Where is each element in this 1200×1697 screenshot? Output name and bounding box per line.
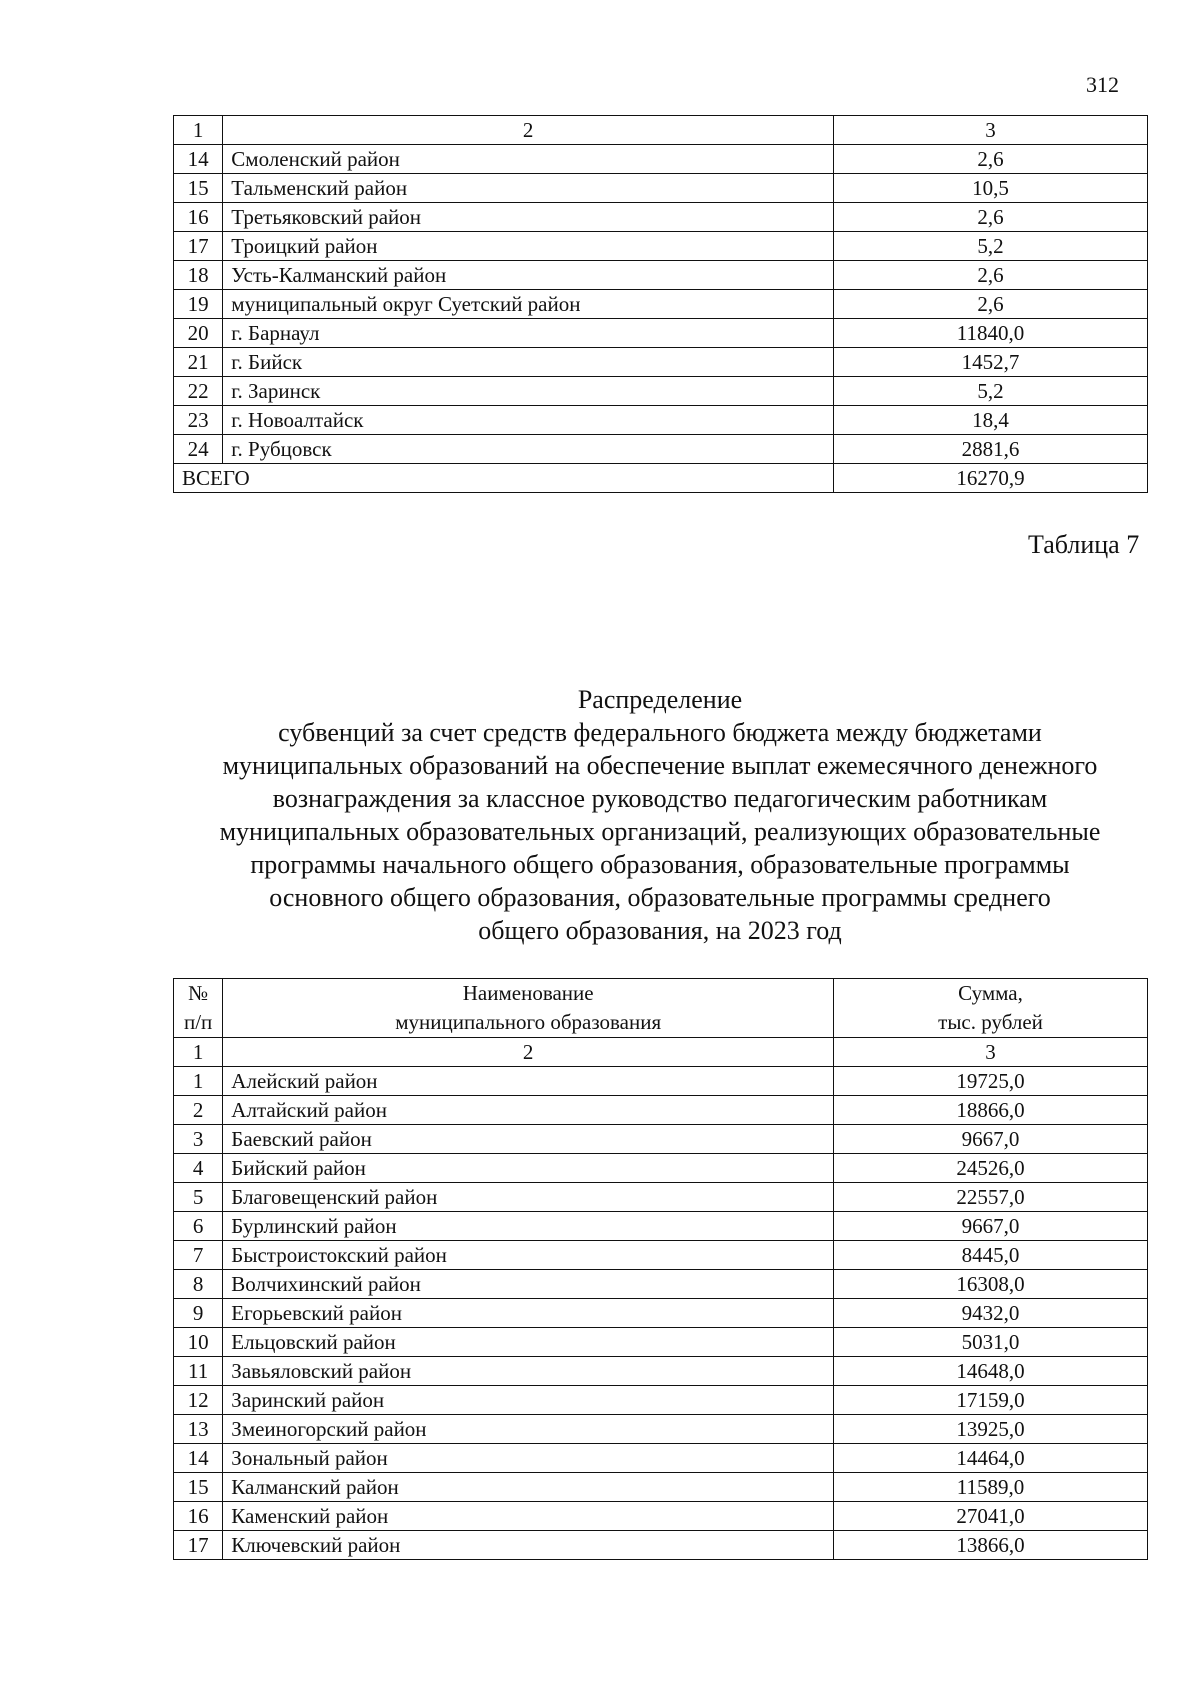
row-number: 23	[174, 406, 223, 435]
row-sum: 22557,0	[834, 1183, 1148, 1212]
table-row	[174, 290, 1148, 319]
row-sum: 1452,7	[834, 348, 1148, 377]
row-number: 16	[174, 203, 223, 232]
row-number: 2	[174, 1096, 223, 1125]
row-name: Змеиногорский район	[223, 1415, 834, 1444]
table-row	[174, 1183, 1148, 1212]
header-number-line2: п/п	[183, 1010, 213, 1034]
col-index-3: 3	[834, 1038, 1148, 1067]
row-name: Троицкий район	[223, 232, 834, 261]
header-sum-line2: тыс. рублей	[938, 1010, 1043, 1034]
table-row	[174, 319, 1148, 348]
row-sum: 14648,0	[834, 1357, 1148, 1386]
row-number: 20	[174, 319, 223, 348]
table-index-row	[174, 116, 1148, 145]
row-name: Третьяковский район	[223, 203, 834, 232]
title-line: общего образования, на 2023 год	[478, 916, 842, 945]
row-name: Зональный район	[223, 1444, 834, 1473]
row-name: Баевский район	[223, 1125, 834, 1154]
header-number-line1: №	[188, 981, 209, 1005]
table-row	[174, 1241, 1148, 1270]
title-line: муниципальных образований на обеспечение выплат ежемесячного денежного	[222, 751, 1098, 780]
row-name: Благовещенский район	[223, 1183, 834, 1212]
continuation-table	[173, 115, 1148, 493]
row-name: Смоленский район	[223, 145, 834, 174]
row-name: Калманский район	[223, 1473, 834, 1502]
header-sum-line1: Сумма,	[958, 981, 1023, 1005]
row-name: муниципальный округ Суетский район	[223, 290, 834, 319]
row-number: 11	[174, 1357, 223, 1386]
table-row	[174, 1299, 1148, 1328]
header-name	[223, 979, 834, 1038]
row-sum: 8445,0	[834, 1241, 1148, 1270]
title-line: субвенций за счет средств федерального бюджета между бюджетами	[278, 718, 1042, 747]
row-sum: 27041,0	[834, 1502, 1148, 1531]
row-number: 22	[174, 377, 223, 406]
header-name-line1: Наименование	[462, 981, 594, 1005]
row-sum: 2,6	[834, 261, 1148, 290]
col-index-2: 2	[223, 1038, 834, 1067]
row-name: г. Рубцовск	[223, 435, 834, 464]
row-number: 6	[174, 1212, 223, 1241]
title-line: основного общего образования, образовательные программы среднего	[269, 883, 1051, 912]
row-sum: 2,6	[834, 290, 1148, 319]
row-sum: 2,6	[834, 145, 1148, 174]
continuation-table-body	[174, 145, 1148, 464]
col-index-1: 1	[174, 1038, 223, 1067]
row-name: Тальменский район	[223, 174, 834, 203]
table-row	[174, 1502, 1148, 1531]
row-sum: 13925,0	[834, 1415, 1148, 1444]
row-name: Ключевский район	[223, 1531, 834, 1560]
table-row	[174, 1386, 1148, 1415]
row-name: Усть-Калманский район	[223, 261, 834, 290]
table-row	[174, 1473, 1148, 1502]
row-name: Егорьевский район	[223, 1299, 834, 1328]
row-sum: 18866,0	[834, 1096, 1148, 1125]
table-row	[174, 1531, 1148, 1560]
row-name: Завьяловский район	[223, 1357, 834, 1386]
table-index-row	[174, 1038, 1148, 1067]
table-row	[174, 406, 1148, 435]
row-number: 5	[174, 1183, 223, 1212]
table-row	[174, 1125, 1148, 1154]
row-number: 9	[174, 1299, 223, 1328]
table-row	[174, 203, 1148, 232]
row-sum: 9667,0	[834, 1212, 1148, 1241]
row-sum: 17159,0	[834, 1386, 1148, 1415]
col-index-3: 3	[834, 116, 1148, 145]
row-number: 16	[174, 1502, 223, 1531]
row-sum: 10,5	[834, 174, 1148, 203]
row-sum: 13866,0	[834, 1531, 1148, 1560]
row-sum: 11589,0	[834, 1473, 1148, 1502]
row-name: Ельцовский район	[223, 1328, 834, 1357]
table-row	[174, 1415, 1148, 1444]
col-index-1: 1	[174, 116, 223, 145]
table-row	[174, 1154, 1148, 1183]
row-number: 8	[174, 1270, 223, 1299]
row-number: 1	[174, 1067, 223, 1096]
table-row	[174, 1067, 1148, 1096]
table-row	[174, 435, 1148, 464]
row-number: 19	[174, 290, 223, 319]
row-name: Заринский район	[223, 1386, 834, 1415]
table-row	[174, 232, 1148, 261]
total-label: ВСЕГО	[174, 464, 834, 493]
row-sum: 9432,0	[834, 1299, 1148, 1328]
table-row	[174, 377, 1148, 406]
row-number: 14	[174, 1444, 223, 1473]
row-name: Быстроистокский район	[223, 1241, 834, 1270]
table-row	[174, 174, 1148, 203]
row-name: Бийский район	[223, 1154, 834, 1183]
row-name: г. Бийск	[223, 348, 834, 377]
row-number: 14	[174, 145, 223, 174]
col-index-2: 2	[223, 116, 834, 145]
table-row	[174, 1212, 1148, 1241]
table-row	[174, 1444, 1148, 1473]
table-label: Таблица 7	[1028, 530, 1140, 559]
row-sum: 11840,0	[834, 319, 1148, 348]
row-number: 15	[174, 1473, 223, 1502]
row-number: 4	[174, 1154, 223, 1183]
row-number: 17	[174, 232, 223, 261]
row-sum: 24526,0	[834, 1154, 1148, 1183]
row-number: 3	[174, 1125, 223, 1154]
table-header-row	[174, 979, 1148, 1038]
row-number: 17	[174, 1531, 223, 1560]
distribution-table-body	[174, 1067, 1148, 1560]
title-line: вознаграждения за классное руководство педагогическим работникам	[272, 784, 1048, 813]
row-name: г. Заринск	[223, 377, 834, 406]
table-row	[174, 261, 1148, 290]
distribution-table	[173, 978, 1148, 1560]
row-sum: 14464,0	[834, 1444, 1148, 1473]
total-row	[174, 464, 1148, 493]
row-number: 18	[174, 261, 223, 290]
table-row	[174, 145, 1148, 174]
row-name: Волчихинский район	[223, 1270, 834, 1299]
row-sum: 2881,6	[834, 435, 1148, 464]
total-value: 16270,9	[834, 464, 1148, 493]
table-row	[174, 1270, 1148, 1299]
row-number: 12	[174, 1386, 223, 1415]
title-line: Распределение	[577, 685, 743, 714]
row-sum: 5031,0	[834, 1328, 1148, 1357]
page-number: 312	[1086, 72, 1119, 97]
row-sum: 18,4	[834, 406, 1148, 435]
document-title	[160, 683, 1160, 947]
row-number: 24	[174, 435, 223, 464]
table-row	[174, 1357, 1148, 1386]
row-number: 21	[174, 348, 223, 377]
header-name-line2: муниципального образования	[395, 1010, 662, 1034]
row-name: Бурлинский район	[223, 1212, 834, 1241]
row-sum: 5,2	[834, 232, 1148, 261]
table-row	[174, 348, 1148, 377]
row-number: 10	[174, 1328, 223, 1357]
row-sum: 5,2	[834, 377, 1148, 406]
row-name: Алтайский район	[223, 1096, 834, 1125]
row-name: Алейский район	[223, 1067, 834, 1096]
row-name: Каменский район	[223, 1502, 834, 1531]
table-row	[174, 1096, 1148, 1125]
row-number: 15	[174, 174, 223, 203]
row-sum: 9667,0	[834, 1125, 1148, 1154]
table-row	[174, 1328, 1148, 1357]
row-sum: 16308,0	[834, 1270, 1148, 1299]
row-number: 13	[174, 1415, 223, 1444]
header-sum	[834, 979, 1148, 1038]
row-sum: 19725,0	[834, 1067, 1148, 1096]
title-line: муниципальных образовательных организаций, реализующих образовательные	[219, 817, 1101, 846]
header-number	[174, 979, 223, 1038]
row-name: г. Новоалтайск	[223, 406, 834, 435]
row-number: 7	[174, 1241, 223, 1270]
row-sum: 2,6	[834, 203, 1148, 232]
title-line: программы начального общего образования, образовательные программы	[250, 850, 1070, 879]
row-name: г. Барнаул	[223, 319, 834, 348]
